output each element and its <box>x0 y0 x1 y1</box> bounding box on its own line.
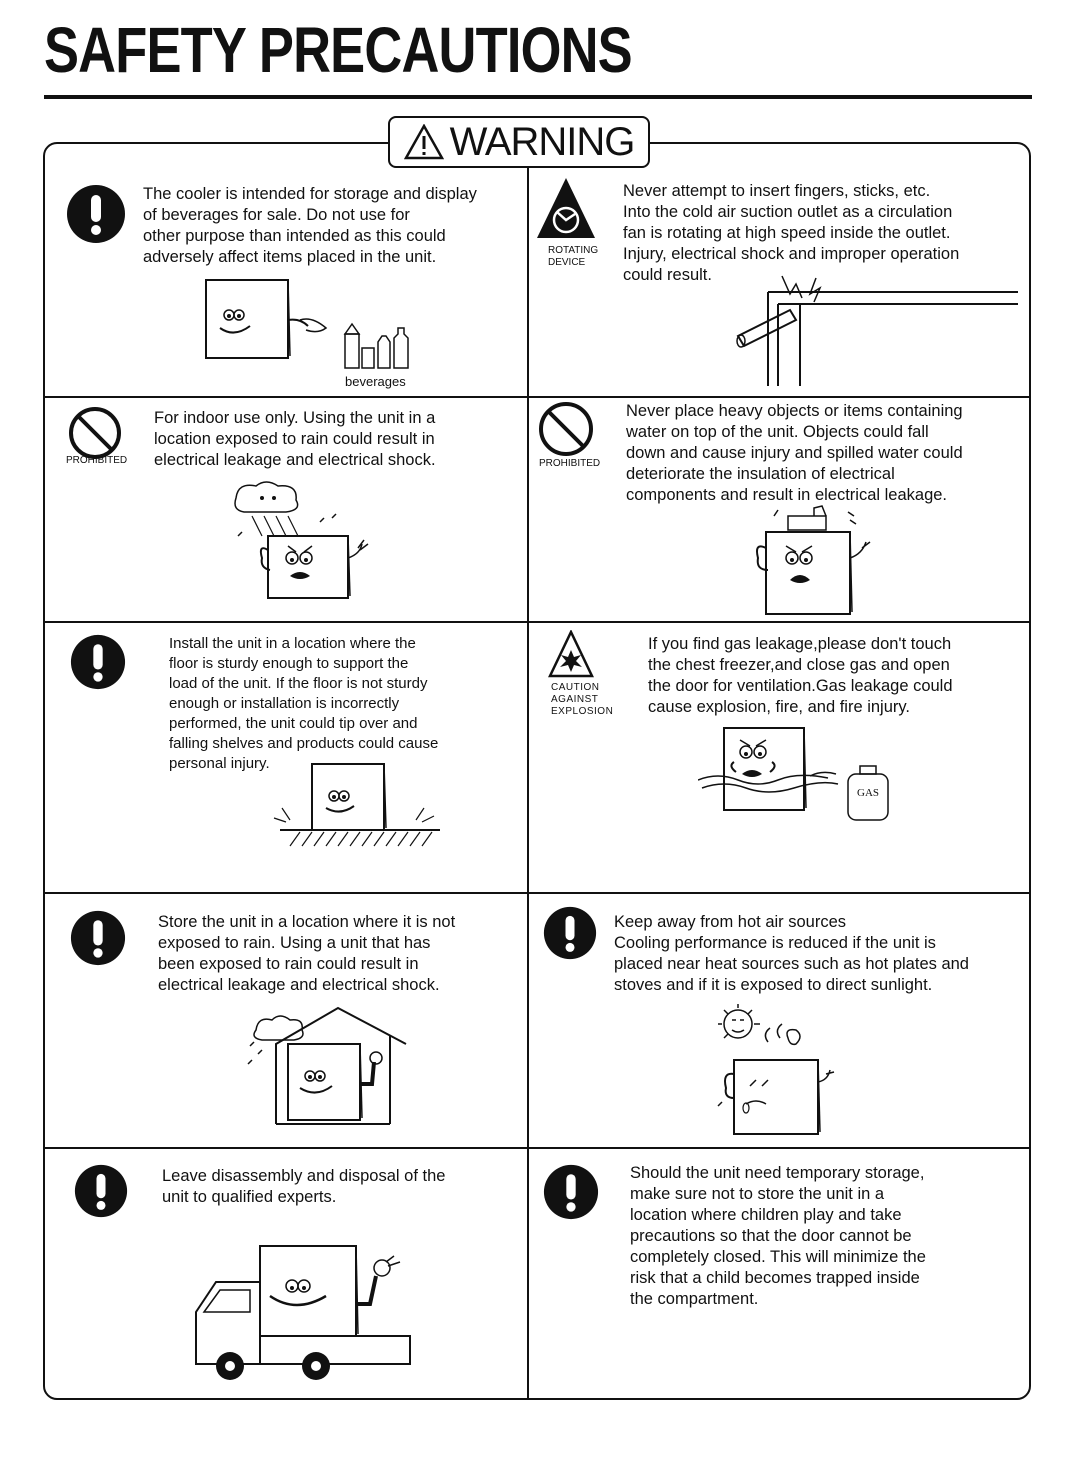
prohibited-label: PROHIBITED <box>66 455 128 466</box>
beverages-caption: beverages <box>345 374 406 389</box>
cooler-rain-illustration <box>232 478 382 604</box>
gas-caption: GAS <box>857 787 880 799</box>
cooler-sturdy-floor-illustration <box>270 760 446 852</box>
section-text: Store the unit in a location where it is not exposed to rain. Using a unit that has been exposed to rain could result in electrical leakage and electrical shock. <box>158 913 456 994</box>
mandatory-icon <box>543 1164 599 1220</box>
explosion-icon <box>548 630 594 680</box>
row-divider <box>43 892 1031 894</box>
mandatory-icon <box>70 634 126 690</box>
section-text: If you find gas leakage,please don't touch the chest freezer,and close gas and open the door for ventilation.Gas leakage could cause explosion, fire, and fire injury. <box>648 635 953 716</box>
section-text: Leave disassembly and disposal of the unit to qualified experts. <box>162 1167 446 1206</box>
section-text: Should the unit need temporary storage, make sure not to store the unit in a location where children play and take precautions so that the door cannot be completely closed. This will minimize the risk that a child becomes trapped inside the compartment. <box>630 1164 926 1308</box>
cooler-heavy-objects-illustration <box>752 504 882 618</box>
truck-disposal-illustration <box>190 1242 420 1384</box>
prohibited-label: PROHIBITED <box>539 458 601 469</box>
section-text: Never attempt to insert fingers, sticks, etc. Into the cold air suction outlet as a circulation fan is rotating at high speed inside the outlet. Injury, electrical shock and improper operation could result. <box>623 182 960 284</box>
mandatory-icon <box>66 184 126 244</box>
rotating-device-icon <box>535 176 597 242</box>
mandatory-icon <box>70 910 126 966</box>
fan-outlet-illustration <box>730 272 1020 390</box>
rotating-device-label: ROTATING DEVICE <box>548 245 599 268</box>
title-rule <box>44 95 1032 99</box>
row-divider <box>43 1147 1031 1149</box>
warning-triangle-icon <box>404 124 444 160</box>
section-text: The cooler is intended for storage and display of beverages for sale. Do not use for other purpose than intended as this could adversely affect items placed in the unit. <box>143 185 477 266</box>
section-text: Keep away from hot air sources Cooling performance is reduced if the unit is placed near heat sources such as hot plates and stoves and if it is exposed to direct sunlight. <box>614 913 969 994</box>
cooler-sheltered-illustration <box>244 1002 412 1128</box>
mandatory-icon <box>543 906 597 960</box>
section-text: Never place heavy objects or items containing water on top of the unit. Objects could fall down and cause injury and spilled water could deteriorate the insulation of electrical components and result in electrical leakage. <box>626 402 963 504</box>
explosion-label: CAUTION AGAINST EXPLOSION <box>551 682 614 717</box>
mandatory-icon <box>74 1164 128 1218</box>
warning-banner <box>388 116 650 168</box>
section-text: For indoor use only. Using the unit in a location exposed to rain could result in electrical leakage and electrical shock. <box>154 409 436 469</box>
prohibited-icon <box>68 406 122 460</box>
column-divider <box>527 142 529 1400</box>
page-title: SAFETY PRECAUTIONS <box>44 14 632 86</box>
cooler-heat-source-illustration <box>706 1002 838 1136</box>
warning-label: WARNING <box>449 120 635 164</box>
prohibited-icon <box>538 401 594 457</box>
cooler-beverages-illustration <box>200 276 430 378</box>
section-text: Install the unit in a location where the floor is sturdy enough to support the load of the unit. If the floor is not sturdy enough or installation is incorrectly performed, the unit could tip over and falling shelves and products could cause personal injury. <box>169 635 439 772</box>
row-divider <box>43 396 1031 398</box>
gas-leak-illustration <box>698 722 898 828</box>
row-divider <box>43 621 1031 623</box>
